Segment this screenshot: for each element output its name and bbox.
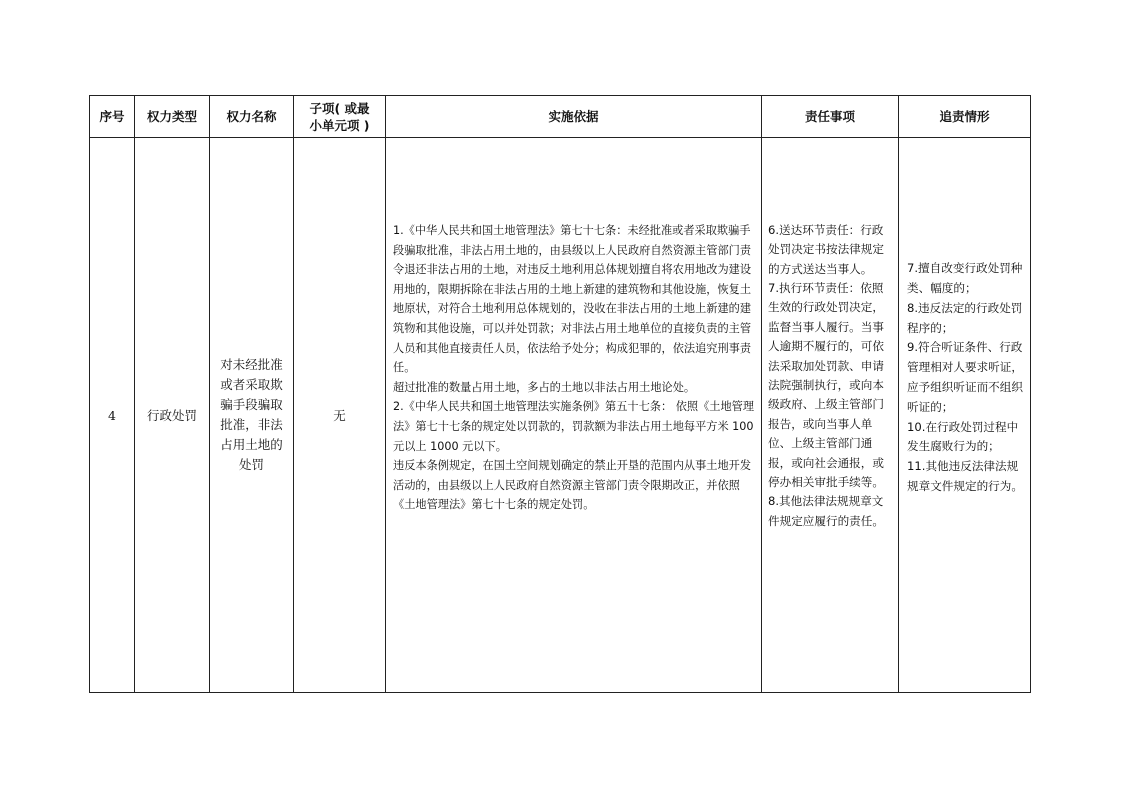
- responsibility-item-8: 8.其他法律法规规章文件规定应履行的责任。: [768, 494, 884, 528]
- basis-paragraph-1: 1.《中华人民共和国土地管理法》第七十七条：未经批准或者采取欺骗手段骗取批准，非法占用土地的，由县级以上人民政府自然资源主管部门责令退还非法占用的土地，对违反土地利用总体规划擅自将农用地改为建设用地的，限期拆除在非法占用的土地上新建的建筑物和其他设施，恢复土地原状，对符合土地利用总体规划的，没收在非法占用的土地上新建的建筑物和其他设施，可以并处罚款；对非法占用土地单位的直接负责的主管人员和其他直接责任人员，依法给予处分；构成犯罪的，依法追究刑事责任。: [393, 224, 752, 375]
- row-power-name-cell: [210, 138, 294, 693]
- header-power-type: 权力类型: [135, 96, 210, 138]
- header-subitem-text: 子项( 或最小单元项 ): [309, 100, 370, 133]
- row-power-name: 对未经批准或者采取欺骗手段骗取批准，非法占用土地的处罚: [220, 357, 283, 472]
- header-responsibilities: 责任事项: [762, 96, 899, 138]
- row-power-type: 行政处罚: [135, 138, 210, 693]
- row-accountability-cell: [899, 138, 1031, 693]
- responsibility-item-7: 7.执行环节责任：依照生效的行政处罚决定，监督当事人履行。当事人逾期不履行的，可依法采取加处罚款、申请法院强制执行，或向本级政府、上级主管部门报告，或向当事人单位、上级主管部门通报，或向社会通报，或停办相关审批手续等。: [768, 280, 884, 490]
- table-header-row: [90, 96, 1031, 138]
- accountability-item-10: 10.在行政处罚过程中发生腐败行为的；: [907, 419, 1019, 454]
- accountability-item-9: 9.符合听证条件、行政管理相对人要求听证，应予组织听证而不组织听证的；: [907, 340, 1023, 414]
- row-accountability: [899, 259, 1030, 497]
- accountability-item-7: 7.擅自改变行政处罚种类、幅度的；: [907, 261, 1023, 296]
- header-subitem: [294, 96, 386, 138]
- header-accountability: 追责情形: [899, 96, 1031, 138]
- basis-paragraph-2: 超过批准的数量占用土地，多占的土地以非法占用土地论处。: [393, 380, 696, 394]
- responsibility-item-6: 6.送达环节责任：行政处罚决定书按法律规定的方式送达当事人。: [768, 222, 884, 276]
- row-responsibilities: [762, 221, 898, 532]
- power-list-table: [89, 95, 1031, 693]
- row-basis-cell: [386, 138, 762, 693]
- accountability-item-8: 8.违反法定的行政处罚程序的；: [907, 300, 1023, 335]
- table-row: [90, 138, 1031, 693]
- basis-paragraph-4: 违反本条例规定，在国土空间规划确定的禁止开垦的范围内从事土地开发活动的，由县级以上人民政府自然资源主管部门责令限期改正，并依照《土地管理法》第七十七条的规定处罚。: [393, 459, 752, 512]
- row-index: 4: [90, 138, 135, 693]
- accountability-item-11: 11.其他违反法律法规规章文件规定的行为。: [907, 459, 1023, 493]
- basis-paragraph-3: 2.《中华人民共和国土地管理法实施条例》第五十七条： 依照《土地管理法》第七十七条的规定处以罚款的，罚款额为非法占用土地每平方米 100 元以上 1000 元以下。: [393, 400, 755, 453]
- header-power-name: 权力名称: [210, 96, 294, 138]
- header-index: 序号: [90, 96, 135, 138]
- header-basis: 实施依据: [386, 96, 762, 138]
- row-responsibilities-cell: [762, 138, 899, 693]
- row-basis: [386, 221, 761, 515]
- row-subitem: 无: [294, 138, 386, 693]
